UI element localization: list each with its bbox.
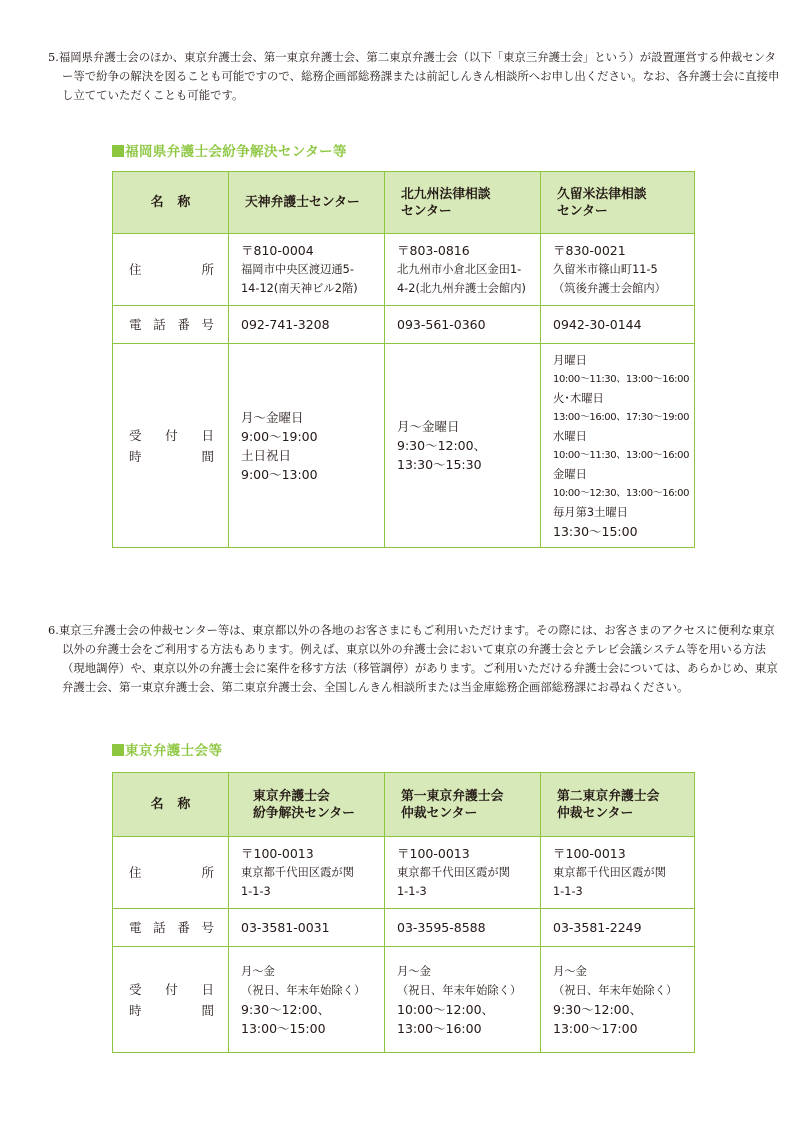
center-phone: 03-3595-8588	[385, 909, 541, 947]
center-name: 久留米法律相談 センター	[541, 172, 695, 234]
phone-row	[113, 306, 695, 344]
center-phone: 0942-30-0144	[541, 306, 695, 344]
note-6: 6.東京三弁護士会の仲裁センター等は、東京都以外の各地のお客さまにもご利用いただけます。その際には、お客さまのアクセスに便利な東京以外の弁護士会をご利用する方法もあります。例えば、東京以外の弁護士会において東京の弁護士会とテレビ会議システム等を用いる方法（現地調停）や、東京以外の弁護士会に案件を移す方法（移管調停）があります。ご利用いただける弁護士会については、あらかじめ、東京弁護士会、第一東京弁護士会、第二東京弁護士会、全国しんきん相談所または当金庫総務企画部総務課にお尋ねください。	[48, 623, 778, 694]
address-row	[113, 234, 695, 306]
center-name: 北九州法律相談 センター	[385, 172, 541, 234]
center-name: 天神弁護士センター	[229, 172, 385, 234]
center-hours: 月～金 （祝日、年末年始除く） 9:30～12:00、 13:00～17:00	[541, 947, 695, 1053]
center-address: 〒803-0816 北九州市小倉北区金田1- 4-2(北九州弁護士会館内)	[385, 234, 541, 306]
hours-label: 受 付 日 時 間	[113, 947, 229, 1053]
phone-label: 電 話 番 号	[113, 306, 229, 344]
hours-row	[113, 947, 695, 1053]
fukuoka-heading-text: 福岡県弁護士会紛争解決センター等	[125, 144, 347, 160]
address-row	[113, 837, 695, 909]
center-address: 〒830-0021 久留米市篠山町11-5 （筑後弁護士会館内）	[541, 234, 695, 306]
center-name: 第二東京弁護士会 仲裁センター	[541, 773, 695, 837]
heading-square-icon	[112, 145, 124, 157]
heading-square-icon	[112, 744, 124, 756]
center-hours: 月～金曜日 9:30～12:00、 13:30～15:30	[385, 344, 541, 548]
address-label: 住 所	[113, 234, 229, 306]
table-header-row	[113, 773, 695, 837]
center-hours: 月～金 （祝日、年末年始除く） 9:30～12:00、 13:00～15:00	[229, 947, 385, 1053]
table-header-row	[113, 172, 695, 234]
center-phone: 03-3581-0031	[229, 909, 385, 947]
note-5: 5.福岡県弁護士会のほか、東京弁護士会、第一東京弁護士会、第二東京弁護士会（以下「東京三弁護士会」という）が設置運営する仲裁センター等で紛争の解決を図ることも可能ですので、総務企画部総務課または前記しんきん相談所へお申し出ください。なお、各弁護士会に直接申し立てていただくことも可能です。	[48, 50, 780, 102]
center-phone: 03-3581-2249	[541, 909, 695, 947]
tokyo-heading	[112, 742, 222, 760]
center-name: 東京弁護士会 紛争解決センター	[229, 773, 385, 837]
center-address: 〒810-0004 福岡市中央区渡辺通5- 14-12(南天神ビル2階)	[229, 234, 385, 306]
center-hours: 月曜日 10:00～11:30、13:00～16:00 火･木曜日 13:00～16:00、17:30～19:00 水曜日 10:00～11:30、13:00～16:00 金曜日 10:00～12:30、13:00～16:00 毎月第3土曜日 13:30～15:00	[541, 344, 695, 548]
header-name-label: 名称	[113, 773, 229, 837]
tokyo-heading-text: 東京弁護士会等	[125, 743, 223, 759]
center-phone: 093-561-0360	[385, 306, 541, 344]
hours-row	[113, 344, 695, 548]
fukuoka-table	[112, 171, 695, 548]
center-phone: 092-741-3208	[229, 306, 385, 344]
fukuoka-heading	[112, 143, 347, 161]
hours-label: 受 付 日 時 間	[113, 344, 229, 548]
center-name: 第一東京弁護士会 仲裁センター	[385, 773, 541, 837]
phone-label: 電 話 番 号	[113, 909, 229, 947]
address-label: 住 所	[113, 837, 229, 909]
center-hours: 月～金曜日 9:00～19:00 土日祝日 9:00～13:00	[229, 344, 385, 548]
header-name-label: 名称	[113, 172, 229, 234]
center-address: 〒100-0013 東京都千代田区霞が関 1-1-3	[541, 837, 695, 909]
center-address: 〒100-0013 東京都千代田区霞が関 1-1-3	[229, 837, 385, 909]
center-address: 〒100-0013 東京都千代田区霞が関 1-1-3	[385, 837, 541, 909]
center-hours: 月～金 （祝日、年末年始除く） 10:00～12:00、 13:00～16:00	[385, 947, 541, 1053]
tokyo-table	[112, 772, 695, 1053]
phone-row	[113, 909, 695, 947]
